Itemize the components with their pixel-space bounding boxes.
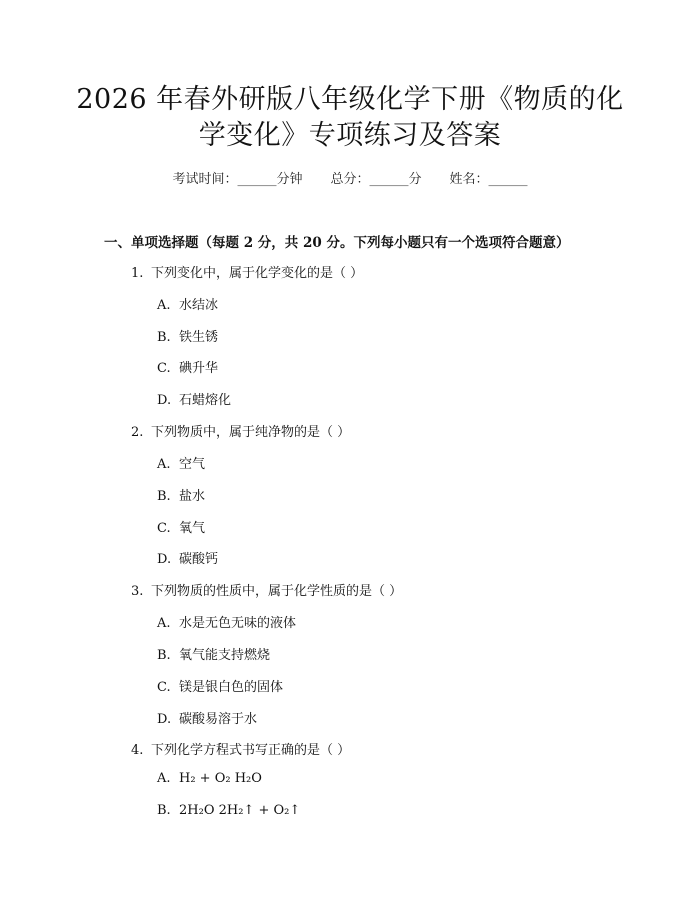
option-text: 水是无色无味的液体 [179, 616, 297, 631]
question-2 [131, 421, 350, 440]
student-name: 姓名：______ [449, 172, 528, 187]
option-text: 空气 [179, 457, 206, 472]
option-letter: C. [157, 361, 171, 376]
option-text: 石蜡熔化 [179, 393, 232, 408]
option-3c [157, 676, 283, 695]
question-number: 3. [131, 584, 144, 599]
option-letter: B. [157, 803, 171, 818]
question-1 [131, 262, 363, 281]
option-3d [157, 708, 257, 727]
option-letter: D. [157, 712, 172, 727]
option-text: 碘升华 [179, 361, 219, 376]
option-1d [157, 389, 231, 408]
option-letter: B. [157, 489, 171, 504]
question-number: 2. [131, 425, 144, 440]
exam-info [0, 168, 700, 187]
option-letter: A. [157, 298, 171, 313]
question-number: 4. [131, 743, 144, 758]
option-2c [157, 517, 205, 536]
total-score: 总分：______分 [330, 172, 422, 187]
document-title-line2: 学变化》专项练习及答案 [198, 120, 502, 151]
option-1b [157, 326, 218, 345]
option-3a [157, 612, 296, 631]
question-text: 下列物质的性质中，属于化学性质的是（ ） [151, 584, 403, 599]
option-text: H₂ + O₂ H₂O [179, 771, 262, 786]
option-4b [157, 803, 300, 818]
option-3b [157, 644, 270, 663]
question-4 [131, 739, 350, 758]
option-letter: B. [157, 330, 171, 345]
option-1c [157, 357, 218, 376]
option-2d [157, 548, 218, 567]
option-text: 氧气能支持燃烧 [179, 648, 271, 663]
option-letter: C. [157, 521, 171, 536]
option-text: 碳酸易溶于水 [179, 712, 258, 727]
question-number: 1. [131, 266, 144, 281]
option-letter: A. [157, 457, 171, 472]
option-text: 氧气 [179, 521, 206, 536]
option-letter: A. [157, 771, 171, 786]
option-letter: C. [157, 680, 171, 695]
option-letter: D. [157, 552, 172, 567]
question-text: 下列变化中，属于化学变化的是（ ） [151, 266, 364, 281]
option-text: 碳酸钙 [179, 552, 219, 567]
option-1a [157, 294, 218, 313]
option-letter: A. [157, 616, 171, 631]
section-heading: 一、单项选择题（每题 2 分，共 20 分。下列每小题只有一个选项符合题意） [104, 235, 570, 251]
option-2b [157, 485, 205, 504]
option-4a [157, 771, 262, 786]
question-3 [131, 580, 402, 599]
option-text: 水结冰 [179, 298, 219, 313]
option-letter: D. [157, 393, 172, 408]
option-text: 盐水 [179, 489, 206, 504]
option-text: 2H₂O 2H₂↑ + O₂↑ [179, 803, 301, 818]
option-text: 镁是银白色的固体 [179, 680, 284, 695]
question-text: 下列化学方程式书写正确的是（ ） [151, 743, 351, 758]
question-text: 下列物质中，属于纯净物的是（ ） [151, 425, 351, 440]
exam-time: 考试时间：______分钟 [172, 172, 303, 187]
option-2a [157, 453, 205, 472]
document-title-line1: 2026 年春外研版八年级化学下册《物质的化 [76, 84, 624, 115]
option-letter: B. [157, 648, 171, 663]
option-text: 铁生锈 [179, 330, 219, 345]
